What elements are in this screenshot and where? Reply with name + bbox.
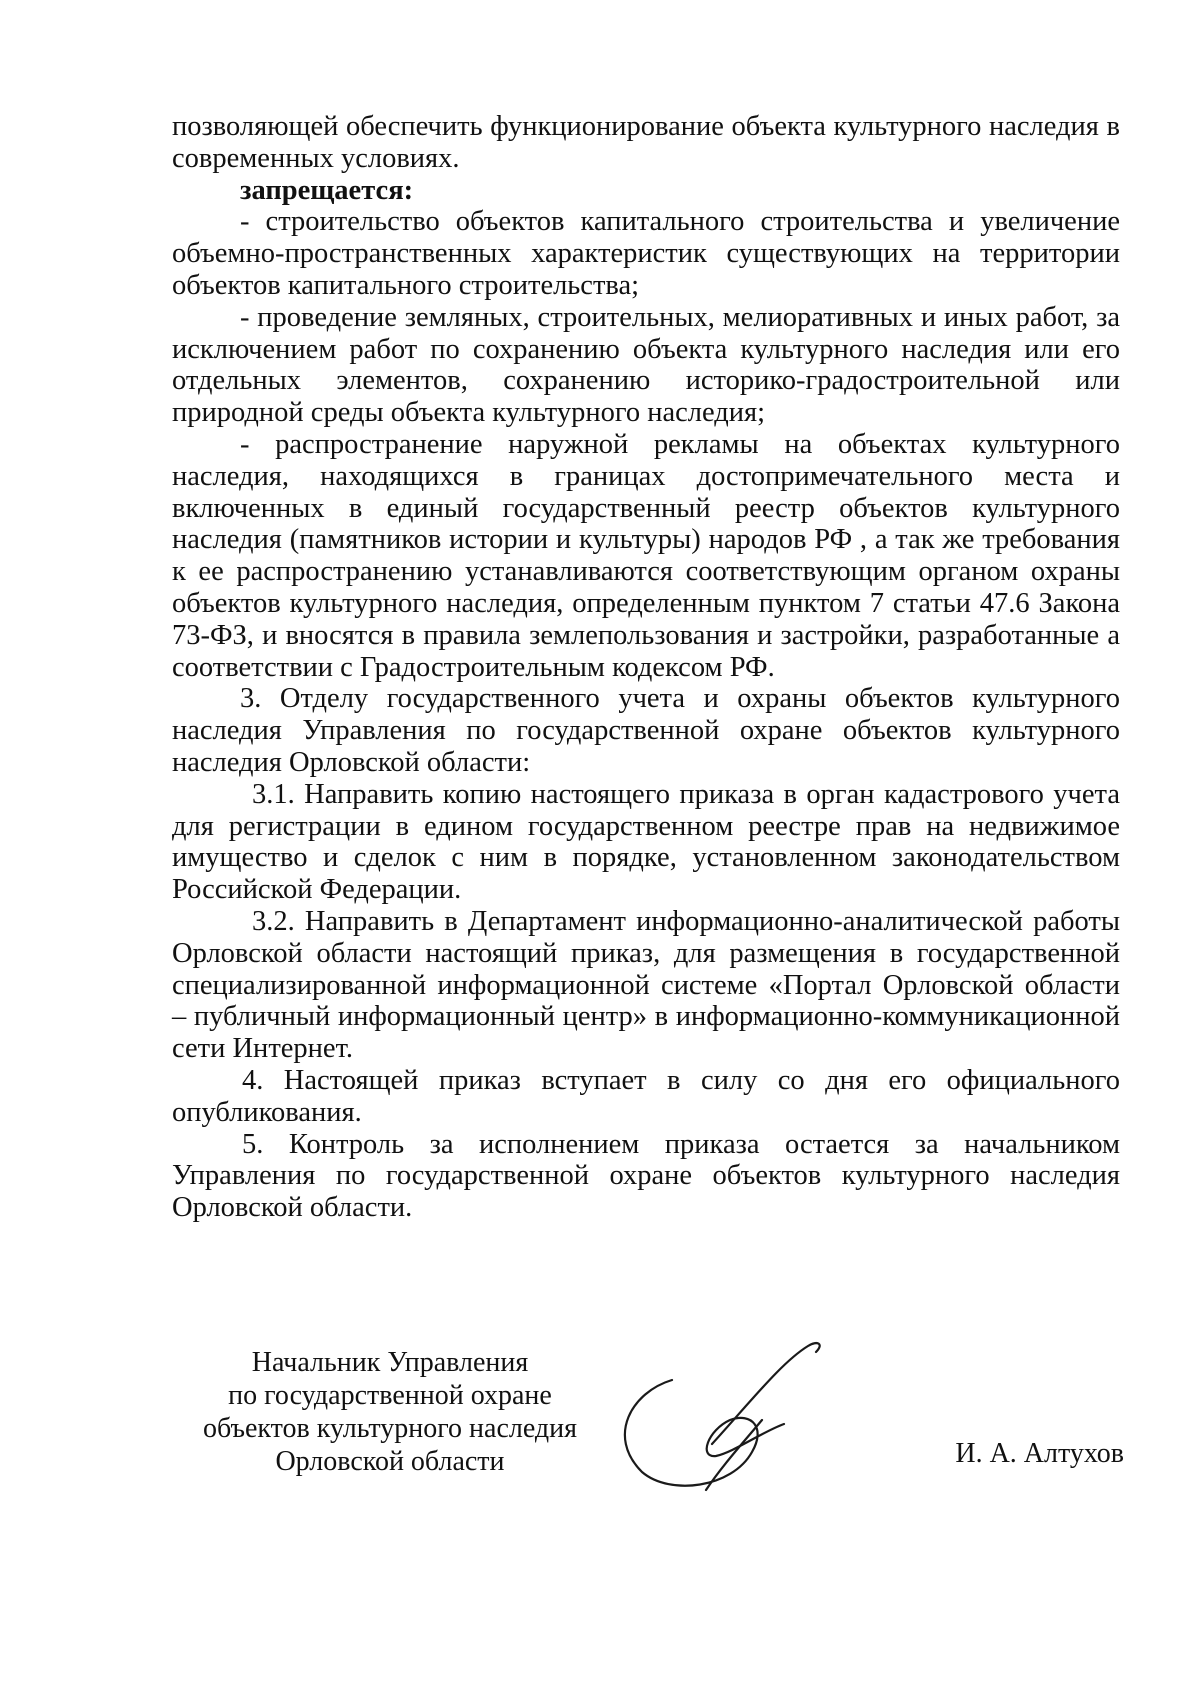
paragraph-item-4: 4. Настоящей приказ вступает в силу со дня его официального опубликования.: [172, 1064, 1120, 1128]
paragraph-advertising: - распространение наружной рекламы на объектах культурного наследия, находящихся в границах достопримечательного места и включенных в единый государственный реестр объектов культурного наследия (памятников истории и культуры) народов РФ , а так же требования к ее распространению устанавливаются соответствующим органом охраны объектов культурного наследия, определенным пунктом 7 статьи 47.6 Закона 73-ФЗ, и вносятся в правила землепользования и застройки, разработанные а соответствии с Градостроительным кодексом РФ.: [172, 428, 1120, 683]
paragraph-item-3-1: 3.1. Направить копию настоящего приказа в орган кадастрового учета для регистрации в едином государственном реестре прав на недвижимое имущество и сделок с ним в порядке, установленном законодательством Российской Федерации.: [172, 778, 1120, 906]
position-line: по государственной охране: [228, 1380, 552, 1411]
paragraph-prohibited-heading: запрещается:: [240, 174, 414, 206]
signer-name: И. А. Алтухов: [955, 1438, 1124, 1469]
paragraph-earthworks: - проведение земляных, строительных, мелиоративных и иных работ, за исключением работ по сохранению объекта культурного наследия или его отдельных элементов, сохранению историко-градостроительной или природной среды объекта культурного наследия;: [172, 301, 1120, 429]
signatory-position: [190, 1346, 590, 1478]
document-body: [172, 111, 1120, 1224]
paragraph-continuation: позволяющей обеспечить функционирование объекта культурного наследия в современных условиях.: [172, 111, 1120, 174]
paragraph-construction: - строительство объектов капитального строительства и увеличение объемно-пространственных характеристик существующих на территории объектов капитального строительства;: [172, 206, 1120, 301]
paragraph-item-3-2: 3.2. Направить в Департамент информационно-аналитической работы Орловской области настоящий приказ, для размещения в государственной специализированной информационной системе «Портал Орловской области – публичный информационный центр» в информационно-коммуникационной сети Интернет.: [172, 905, 1120, 1065]
paragraph-item-3: 3. Отделу государственного учета и охраны объектов культурного наследия Управления по государственной охране объектов культурного наследия Орловской области:: [172, 683, 1120, 778]
handwritten-signature-icon: [612, 1340, 872, 1500]
paragraph-item-5: 5. Контроль за исполнением приказа остается за начальником Управления по государственной охране объектов культурного наследия Орловской области.: [172, 1128, 1120, 1224]
position-line: Орловской области: [275, 1446, 505, 1477]
position-line: объектов культурного наследия: [202, 1413, 578, 1444]
position-line: Начальник Управления: [251, 1347, 529, 1378]
